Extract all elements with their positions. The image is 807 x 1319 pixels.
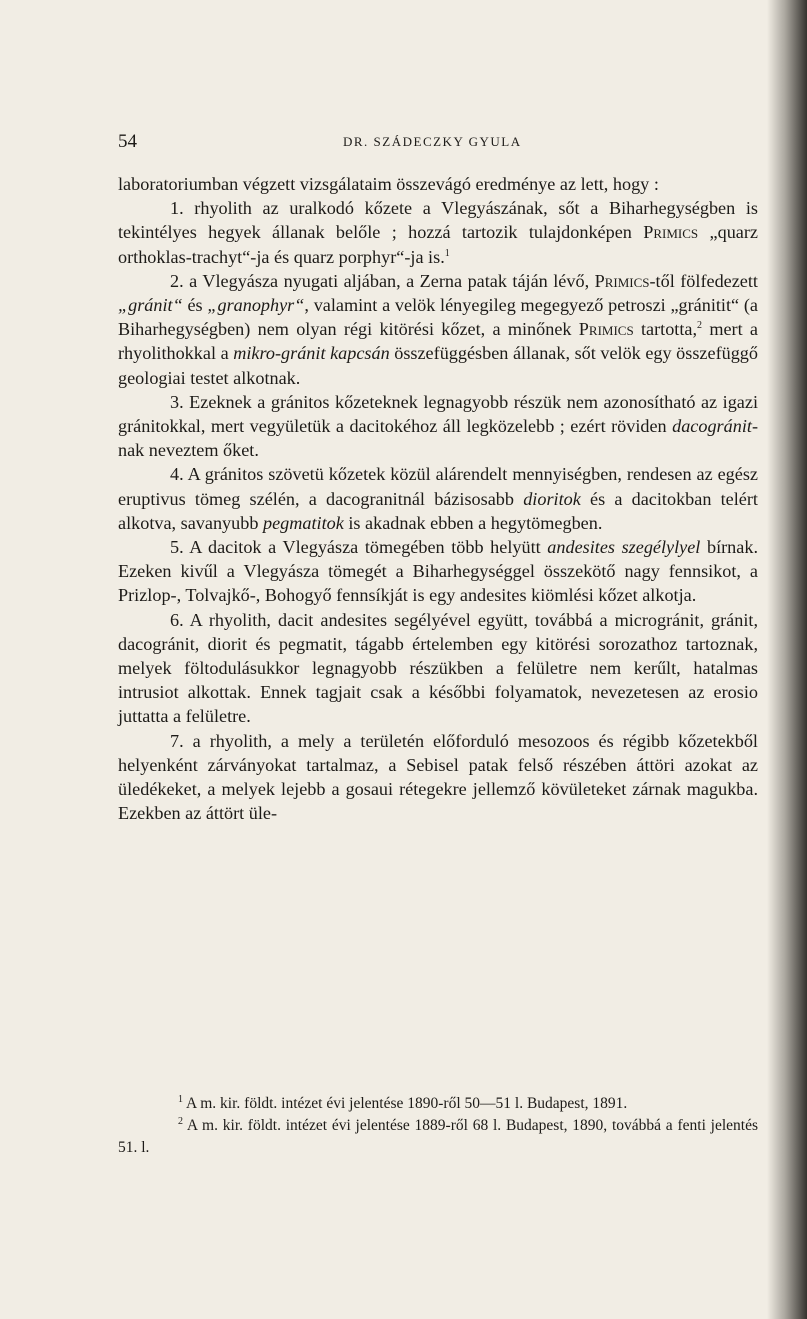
author-name: Primics xyxy=(594,270,650,291)
page-header xyxy=(118,131,758,155)
paragraph-2: 2. a Vlegyásza nyugati aljában, a Zerna patak táján lévő, Primics-től fölfedezett „gránit“ és „granophyr“, valamint a velök lényegileg megegyező petroszi „gránitit“ (a Biharhegységben) nem olyan régi kitörési kőzet, a minőnek Primics tartotta,$^2$ mert a rhyolithokkal a mikro-gránit kapcsán összefüggésben állanak, sőt velök egy összefüggő geologiai testet alkotnak. xyxy=(118,270,758,388)
footnote-ref-2: 2 xyxy=(697,320,703,332)
page-number: 54 xyxy=(118,131,137,152)
footnotes xyxy=(118,1093,758,1159)
body-text xyxy=(118,172,758,825)
footnote-2: $^2$ A m. kir. földt. intézet évi jelentése 1889-ről 68 l. Budapest, 1890, továbbá a fenti jelentés 51. l. xyxy=(118,1115,758,1156)
paragraph-7: 7. a rhyolith, a mely a területén előforduló mesozoos és régibb kőzetekből helyenként zárványokat tartalmaz, a Sebisel patak felső részében áttöri azokat az üledékeket, a melyek lejebb a gosaui rétegekre jellemző kövületeket zárnak magukba. Ezekben az áttört üle- xyxy=(118,730,758,824)
paragraph-4: 4. A gránitos szövetü kőzetek közül alárendelt mennyiségben, rendesen az egész eruptivus tömeg szélén, a dacogranitnál bázisosabb dioritok és a dacitokban telért alkotva, savanyubb pegmatitok is akadnak ebben a hegytömegben. xyxy=(118,464,758,533)
footnote-1: $^1$ A m. kir. földt. intézet évi jelentése 1890-ről 50—51 l. Budapest, 1891. xyxy=(178,1093,628,1112)
paragraph-6: 6. A rhyolith, dacit andesites segélyével együtt, továbbá a microgránit, gránit, dacogránit, diorit és pegmatit, tágabb értelemben egy kitörési sorozathoz tartoznak, melyek föltodulásukkor legnagyobb részükben a felületre nem kerűlt, hatalmas intrusiot alkottak. Ennek tagjait csak a későbbi folyamatok, nevezetesen az erosio juttatta a felületre. xyxy=(118,609,758,727)
page-edge-shadow xyxy=(767,0,807,1319)
author-name: Primics xyxy=(643,222,699,243)
author-name: Primics xyxy=(578,319,634,340)
running-head: DR. SZÁDECZKY GYULA xyxy=(343,134,522,149)
paragraph-1: 1. rhyolith az uralkodó kőzete a Vlegyászának, sőt a Biharhegységben is tekintélyes hegyek állanak belőle ; hozzá tartozik tulajdonképen Primics „quarz orthoklas-trachyt“-ja és quarz porphyr“-ja is.$^1$ xyxy=(118,198,758,267)
paragraph-3: 3. Ezeknek a gránitos kőzeteknek legnagyobb részük nem azonosítható az igazi gránitokkal, mert vegyületük a dacitokéhoz áll legközelebb ; ezért röviden dacogránit-nak neveztem őket. xyxy=(118,391,758,461)
footnote-ref-1: 1 xyxy=(444,247,450,259)
paragraph-intro: laboratoriumban végzett vizsgálataim összevágó eredménye az lett, hogy : xyxy=(118,174,659,194)
paragraph-5: 5. A dacitok a Vlegyásza tömegében több helyütt andesites szegélylyel bírnak. Ezeken kivűl a Vlegyásza tömegét a Biharhegységgel összekötő nagy fennsikot, a Prizlop-, Tolvajkő-, Bohogyő fennsíkját is egy andesites kiömlési kőzet alkotja. xyxy=(118,537,758,606)
